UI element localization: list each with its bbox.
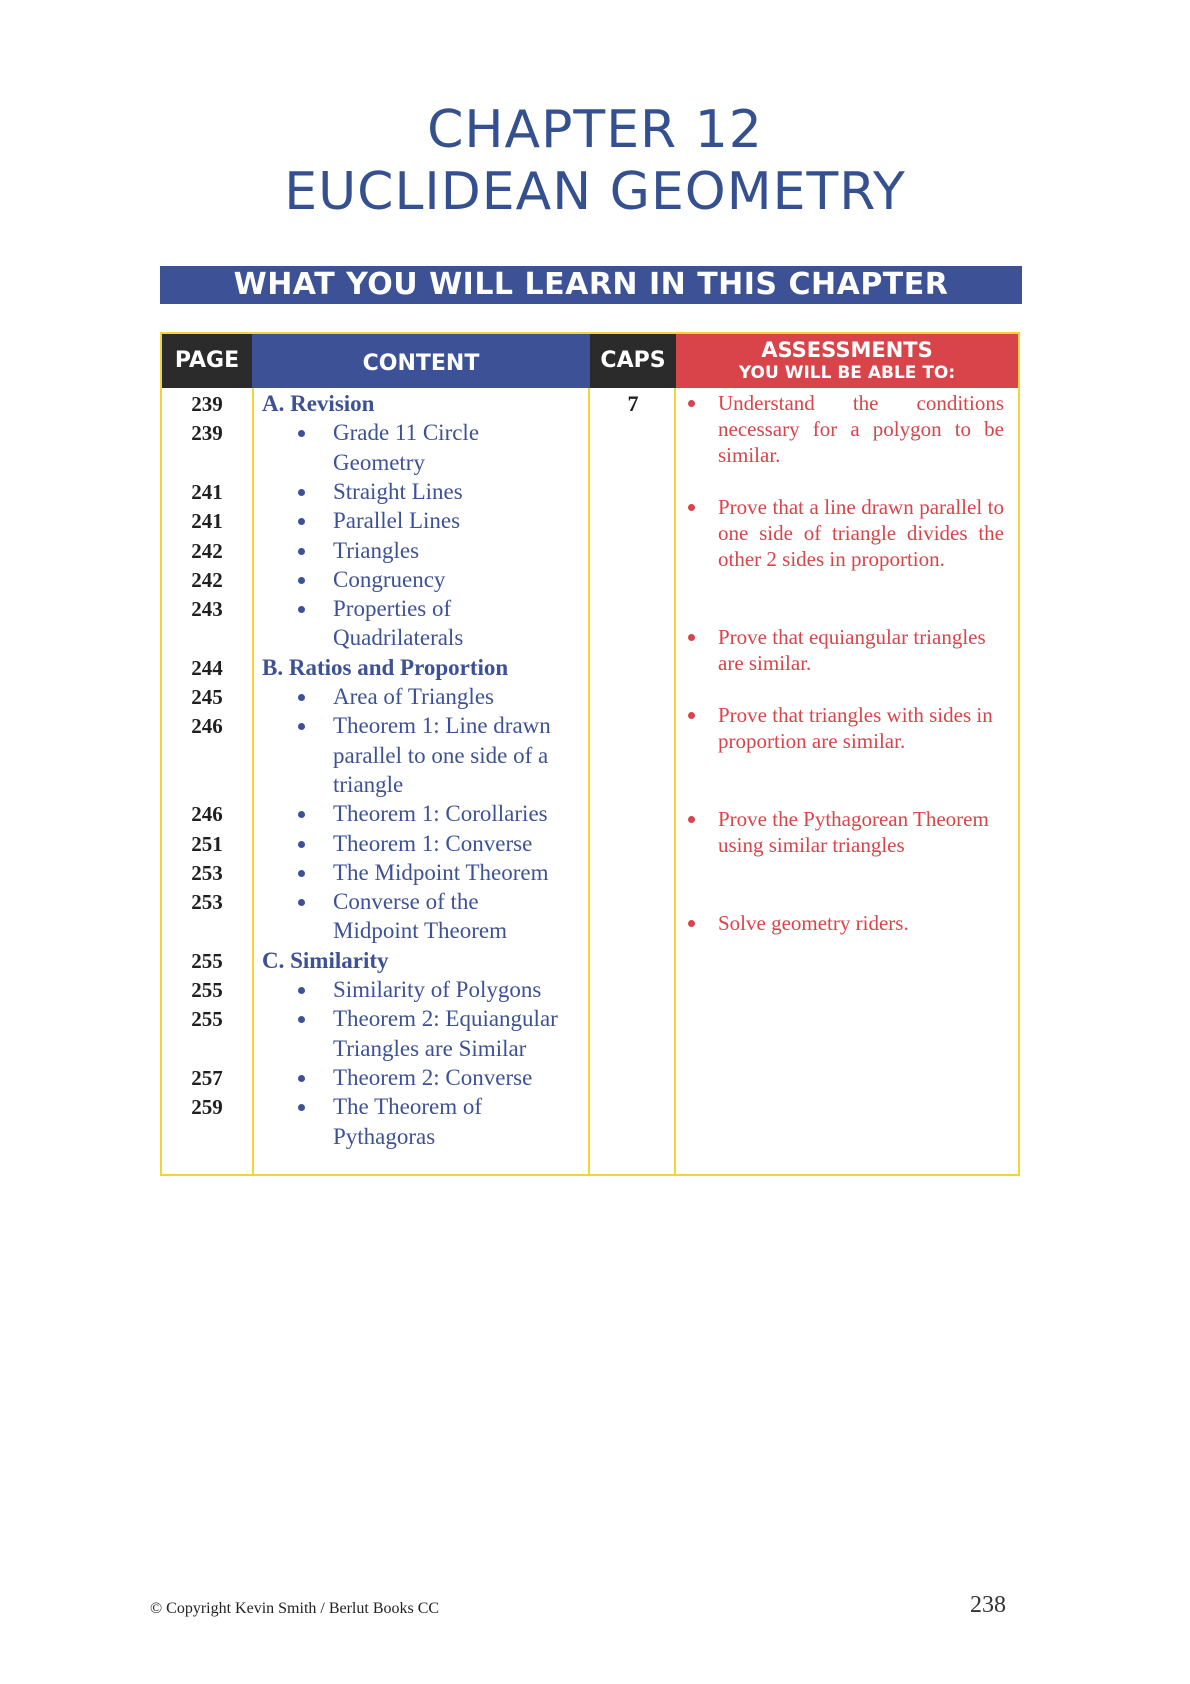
content-row: [162, 624, 590, 652]
assessment-text: Understand the conditions necessary for a polygon to be similar.: [718, 391, 1004, 467]
bullet-icon: [688, 504, 695, 511]
page-ref: 246: [191, 802, 223, 827]
content-row: [162, 830, 590, 858]
assessment-text: Prove the Pythagorean Theorem using similar triangles: [718, 807, 989, 857]
content-row: [162, 1064, 590, 1092]
topic-text: Geometry: [333, 449, 425, 475]
header-assessments-title: ASSESSMENTS: [761, 338, 933, 362]
content-row: [162, 1035, 590, 1063]
content-section-row: [162, 654, 590, 682]
topic-text: triangle: [333, 771, 404, 797]
learn-banner: WHAT YOU WILL LEARN IN THIS CHAPTER: [160, 266, 1022, 304]
page-ref: 243: [191, 597, 223, 622]
topic-text: Triangles are Similar: [333, 1035, 527, 1061]
topic-text: Parallel Lines: [333, 508, 461, 534]
assessment-text: Prove that equiangular triangles are similar.: [718, 625, 986, 675]
page-ref: 253: [191, 860, 223, 885]
bullet-icon: [688, 634, 695, 641]
topic-text: The Theorem of: [333, 1094, 483, 1120]
topic-text: parallel to one side of a: [333, 742, 549, 768]
bullet-icon: [688, 712, 695, 719]
content-row: [162, 595, 590, 623]
content-row: [162, 917, 590, 945]
page-ref: 251: [191, 831, 223, 856]
bullet-icon: [298, 548, 305, 555]
page-number: 238: [970, 1592, 1006, 1618]
assessment-text: Prove that a line drawn parallel to one side of triangle divides the other 2 sides in proportion.: [718, 495, 1004, 571]
topic-text: Area of Triangles: [333, 684, 494, 709]
bullet-icon: [688, 400, 695, 407]
bullet-icon: [298, 841, 305, 848]
content-row: [162, 507, 590, 535]
header-content: CONTENT: [252, 334, 590, 388]
content-row: [162, 800, 590, 828]
bullet-icon: [298, 694, 305, 701]
header-caps: CAPS: [590, 334, 676, 388]
topic-text: Grade 11 Circle: [333, 420, 480, 446]
header-page: PAGE: [162, 334, 252, 388]
assessment-text: Prove that triangles with sides in proportion are similar.: [718, 703, 993, 753]
topic-text: Theorem 1: Converse: [333, 830, 533, 856]
content-row: [162, 566, 590, 594]
content-section-row: [162, 947, 590, 975]
topic-text: Triangles: [333, 537, 420, 563]
content-row: [162, 712, 590, 740]
bullet-icon: [298, 1075, 305, 1082]
page-ref: 242: [191, 538, 223, 563]
topic-text: Quadrilaterals: [333, 625, 464, 651]
bullet-icon: [688, 816, 695, 823]
page-ref: 239: [191, 421, 223, 446]
content-row: [162, 537, 590, 565]
page-ref: 242: [191, 567, 223, 592]
column-divider: [674, 388, 676, 1174]
content-row: [162, 683, 590, 711]
bullet-icon: [298, 899, 305, 906]
content-row: [162, 449, 590, 477]
page-ref: 246: [191, 714, 223, 739]
page-ref: 241: [191, 509, 223, 534]
assessment-text: Solve geometry riders.: [718, 911, 909, 935]
page-ref: 257: [191, 1065, 223, 1090]
page-ref: 241: [191, 479, 223, 504]
page-ref: 255: [191, 948, 223, 973]
topic-text: Theorem 1: Corollaries: [333, 801, 548, 827]
content-row: [162, 1123, 590, 1151]
chapter-number: CHAPTER 12: [427, 100, 763, 160]
copyright-notice: © Copyright Kevin Smith / Berlut Books CC: [150, 1600, 440, 1617]
content-row: [162, 1093, 590, 1121]
content-section-row: [162, 390, 590, 418]
content-row: [162, 888, 590, 916]
topic-text: Straight Lines: [333, 478, 463, 504]
bullet-icon: [688, 920, 695, 927]
bullet-icon: [298, 723, 305, 730]
content-row: [162, 976, 590, 1004]
topic-text: Theorem 1: Line drawn: [333, 713, 551, 739]
header-assessments: [676, 334, 1018, 388]
bullet-icon: [298, 987, 305, 994]
bullet-icon: [298, 430, 305, 437]
topic-text: Similarity of Polygons: [333, 977, 542, 1002]
bullet-icon: [298, 606, 305, 613]
topic-text: Converse of the: [333, 889, 479, 915]
content-row: [162, 742, 590, 770]
content-row: [162, 419, 590, 447]
content-row: [162, 1005, 590, 1033]
page-ref: 255: [191, 978, 223, 1002]
topic-text: Properties of: [333, 596, 452, 622]
bullet-icon: [298, 1016, 305, 1023]
learning-table: [160, 332, 1020, 1176]
page-ref: 244: [191, 655, 223, 680]
content-row: [162, 771, 590, 799]
bullet-icon: [298, 811, 305, 818]
topic-text: Theorem 2: Equiangular: [333, 1006, 558, 1032]
bullet-icon: [298, 870, 305, 877]
page-ref: 259: [191, 1095, 223, 1120]
bullet-icon: [298, 518, 305, 525]
page-ref: 239: [191, 392, 223, 416]
topic-text: The Midpoint Theorem: [333, 859, 549, 885]
chapter-title: EUCLIDEAN GEOMETRY: [284, 162, 906, 222]
bullet-icon: [298, 577, 305, 584]
topic-text: Pythagoras: [333, 1123, 436, 1149]
bullet-icon: [298, 489, 305, 496]
header-assessments-subtitle: YOU WILL BE ABLE TO:: [738, 363, 956, 383]
section-heading: A. Revision: [262, 391, 375, 416]
topic-text: Midpoint Theorem: [333, 918, 507, 944]
topic-text: Congruency: [333, 566, 446, 592]
page-ref: 245: [191, 685, 223, 709]
section-heading: B. Ratios and Proportion: [262, 654, 509, 680]
bullet-icon: [298, 1104, 305, 1111]
section-heading: C. Similarity: [262, 947, 389, 973]
content-row: [162, 859, 590, 887]
content-row: [162, 478, 590, 506]
page-ref: 255: [191, 1007, 223, 1032]
caps-value: 7: [627, 391, 639, 416]
page-ref: 253: [191, 890, 223, 915]
topic-text: Theorem 2: Converse: [333, 1064, 533, 1090]
